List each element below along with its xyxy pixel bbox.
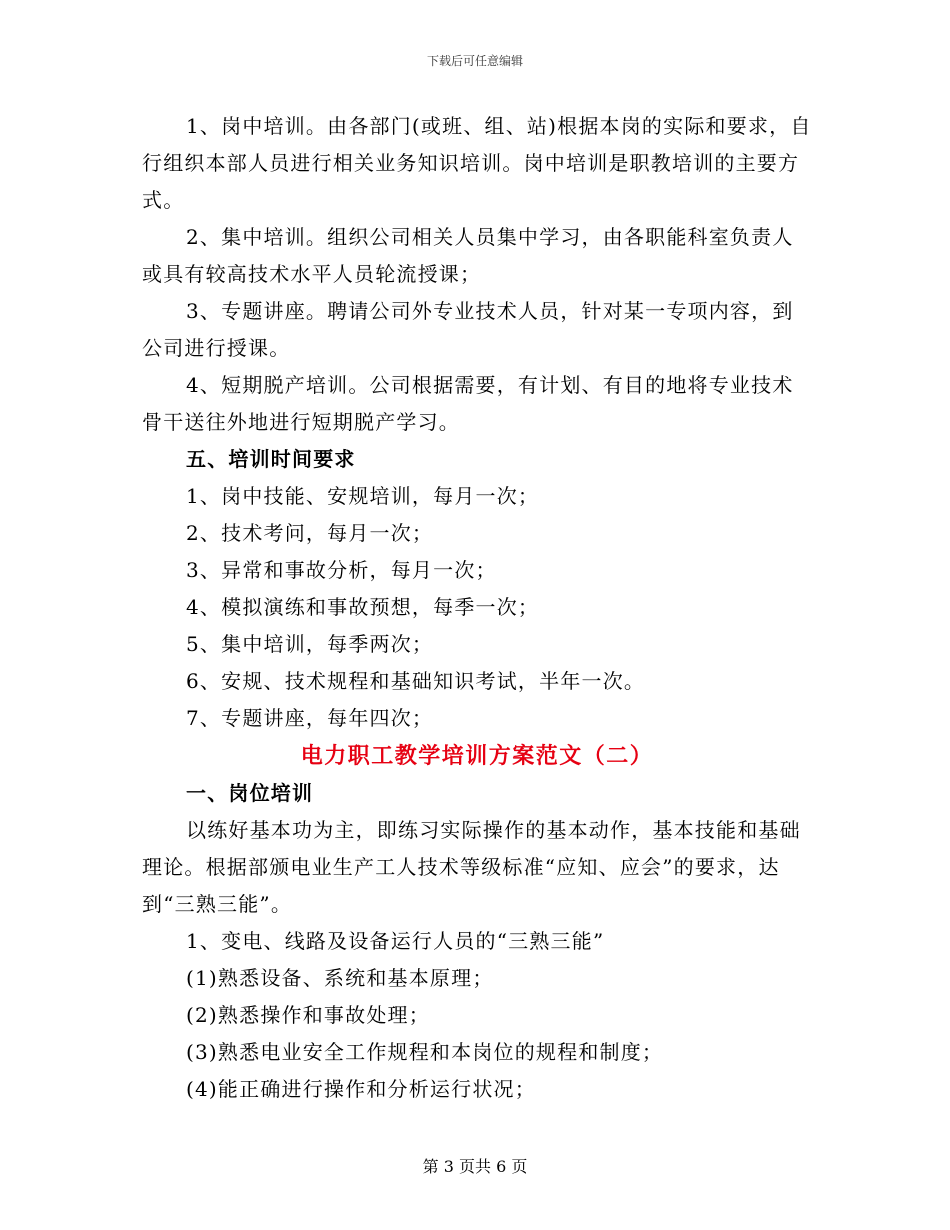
- schedule-item: 4、模拟演练和事故预想，每季一次；: [186, 595, 540, 619]
- sub-item: (2)熟悉操作和事故处理；: [186, 1003, 430, 1027]
- schedule-item: 7、专题讲座，每年四次；: [186, 706, 434, 730]
- paragraph-centralized-training: 2、集中培训。组织公司相关人员集中学习，由各职能科室负责人或具有较高技术水平人员轮流授课；: [142, 225, 794, 286]
- paragraph-special-lecture: 3、专题讲座。聘请公司外专业技术人员，针对某一专项内容，到公司进行授课。: [142, 299, 794, 360]
- sub-item: (4)能正确进行操作和分析运行状况；: [186, 1077, 536, 1101]
- section-one-intro: 以练好基本功为主，即练习实际操作的基本动作，基本技能和基础理论。根据部颁电业生产工人技术等级标准“应知、应会”的要求，达到“三熟三能”。: [142, 818, 801, 916]
- schedule-item: 1、岗中技能、安规培训，每月一次；: [186, 484, 540, 508]
- document-title-part-two: 电力职工教学培训方案范文（二）: [300, 743, 654, 769]
- page-header-note: 下载后可任意编辑: [426, 54, 523, 68]
- page-number-indicator: 第 3 页共 6 页: [422, 1157, 528, 1176]
- schedule-item: 6、安规、技术规程和基础知识考试，半年一次。: [186, 669, 646, 693]
- section-one-heading: 一、岗位培训: [186, 781, 314, 805]
- item-one-heading: 1、变电、线路及设备运行人员的“三熟三能”: [186, 929, 605, 953]
- section-five-heading: 五、培训时间要求: [186, 447, 356, 471]
- sub-item: (3)熟悉电业安全工作规程和本岗位的规程和制度；: [186, 1040, 664, 1064]
- schedule-item: 5、集中培训，每季两次；: [186, 632, 434, 656]
- sub-item: (1)熟悉设备、系统和基本原理；: [186, 966, 494, 990]
- paragraph-onjob-training: 1、岗中培训。由各部门(或班、组、站)根据本岗的实际和要求，自行组织本部人员进行相关业务知识培训。岗中培训是职教培训的主要方式。: [142, 114, 812, 212]
- paragraph-short-term-training: 4、短期脱产培训。公司根据需要，有计划、有目的地将专业技术骨干送往外地进行短期脱产学习。: [142, 373, 794, 434]
- schedule-item: 2、技术考问，每月一次；: [186, 521, 434, 545]
- document-body: [142, 108, 812, 1108]
- schedule-item: 3、异常和事故分析，每月一次；: [186, 558, 497, 582]
